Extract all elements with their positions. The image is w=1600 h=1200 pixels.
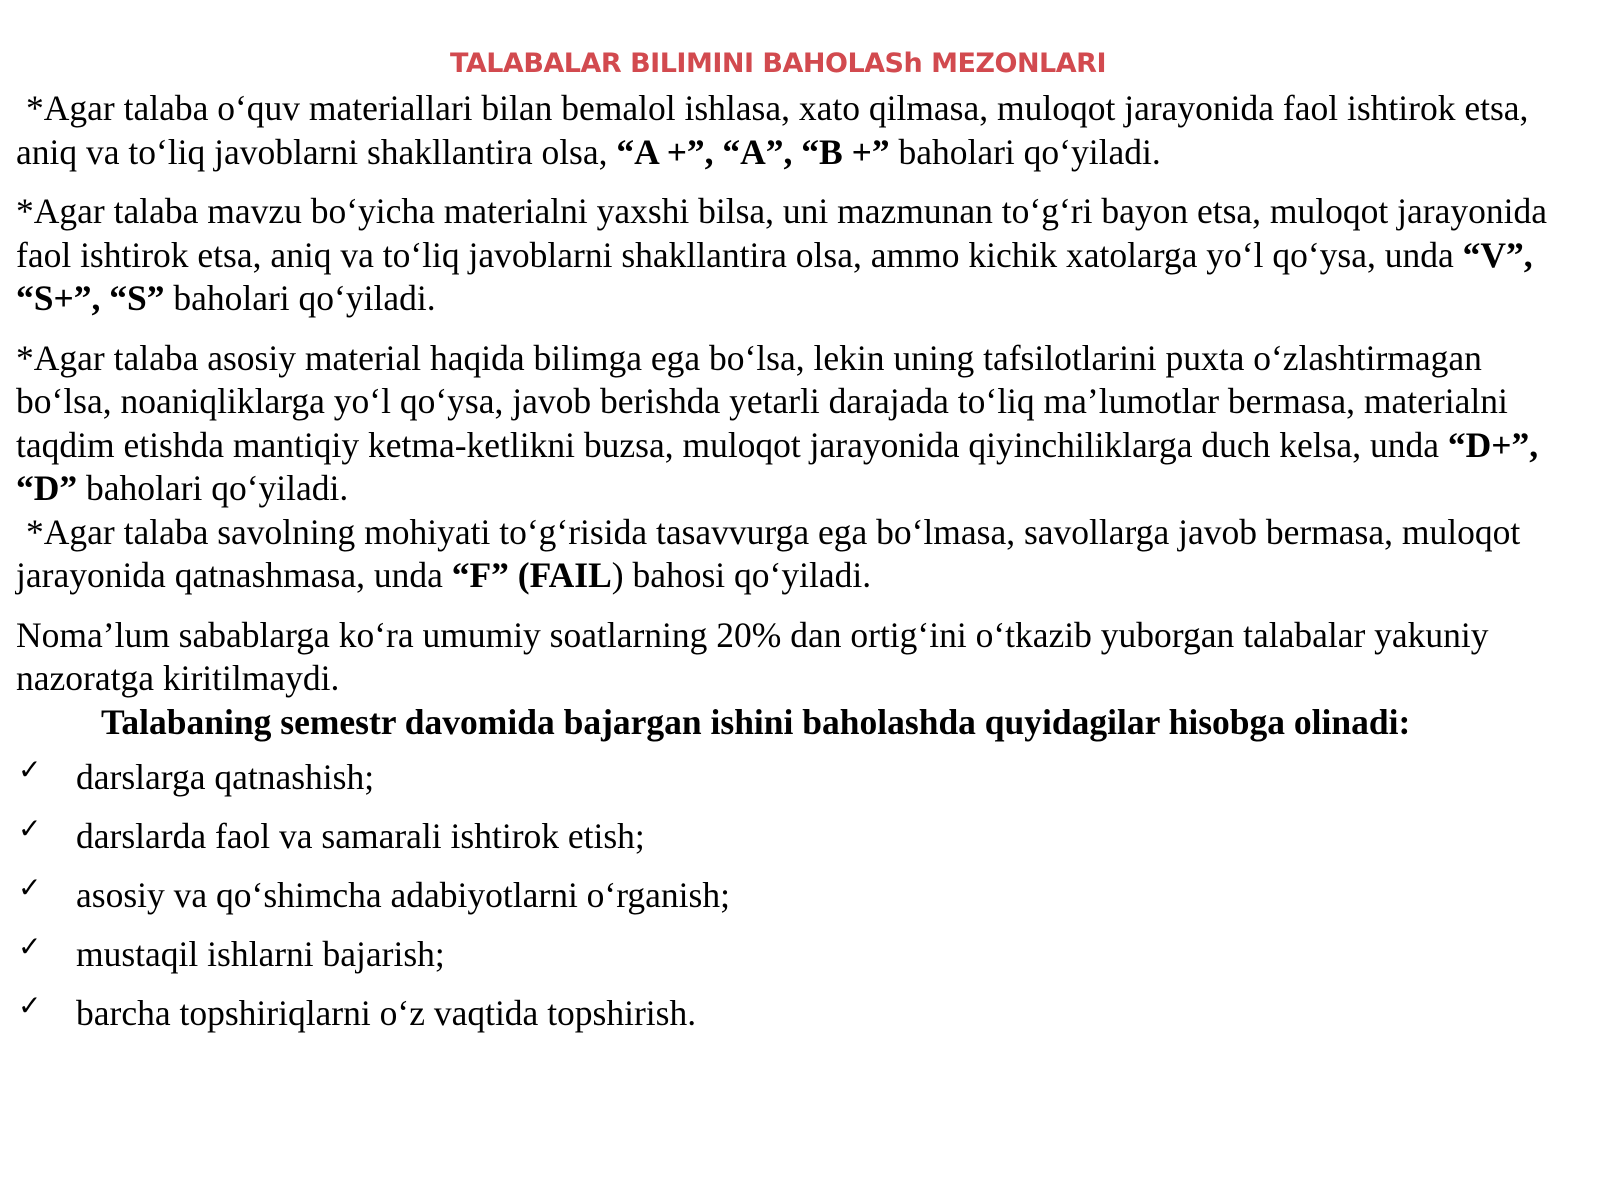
criteria-paragraph-2 (16, 190, 1586, 321)
list-item-text: asosiy va qo‘shimcha adabiyotlarni o‘rganish; (76, 875, 730, 915)
criteria-paragraph-4 (16, 511, 1586, 598)
list-item-text: darslarga qatnashish; (76, 757, 375, 797)
list-item (16, 989, 1586, 1051)
list-item-text: barcha topshiriqlarni o‘z vaqtida topshirish. (76, 993, 697, 1033)
list-item (16, 753, 1586, 815)
slide-title: TALABALAR BILIMINI BAHOLASh MEZONLARI (450, 48, 1106, 79)
check-mark-icon: ✓ (18, 989, 42, 1022)
criteria-paragraph-3 (16, 337, 1586, 511)
criteria-text-end: baholari qo‘yiladi. (164, 278, 436, 318)
grade-list: “F” (FAIL (451, 555, 612, 595)
assessment-heading-text: Talabaning semestr davomida bajargan ishini baholashda quyidagilar hisobga olinadi: (101, 701, 1411, 742)
criteria-text: *Agar talaba savolning mohiyati to‘g‘risida tasavvurga ega bo‘lmasa, savollarga javob bermasa, muloqot jarayonida qatnashmasa, unda (16, 511, 1521, 595)
list-item-text: darslarda faol va samarali ishtirok etish; (76, 816, 645, 856)
grade-list: “A +”, “A”, “B +” (616, 131, 890, 172)
check-mark-icon: ✓ (18, 753, 42, 786)
criteria-text: *Agar talaba asosiy material haqida bilimga ega bo‘lsa, lekin uning tafsilotlarini puxta o‘zlashtirmagan bo‘lsa, noaniqliklarga yo‘l qo‘ysa, javob berishda yetarli darajada to‘liq ma’lumotlar bermasa, materialni taqdim etishda mantiqiy ketma-ketlikni buzsa, muloqot jarayonida qiyinchiliklarga duch kelsa, unda (16, 337, 1508, 465)
check-mark-icon: ✓ (18, 871, 42, 904)
grade-list: “D+”, “D” (16, 424, 1539, 508)
list-item-text: mustaqil ishlarni bajarish; (76, 934, 445, 974)
assessment-checklist (16, 753, 1586, 1051)
check-mark-icon: ✓ (18, 930, 42, 963)
attendance-note: Noma’lum sabablarga ko‘ra umumiy soatlarning 20% dan ortig‘ini o‘tkazib yuborgan talabalar yakuniy nazoratga kiritilmaydi. (16, 614, 1489, 698)
assessment-heading (16, 701, 1586, 745)
criteria-text-end: baholari qo‘yiladi. (889, 131, 1161, 172)
slide-body (16, 87, 1586, 1051)
list-item (16, 871, 1586, 933)
criteria-text-end: ) bahosi qo‘yiladi. (611, 555, 872, 595)
criteria-text: *Agar talaba o‘quv materiallari bilan bemalol ishlasa, xato qilmasa, muloqot jarayonida faol ishtirok etsa, aniq va to‘liq javoblarni shakllantira olsa, (16, 88, 1529, 172)
list-item (16, 812, 1586, 874)
grade-list: “V”, “S+”, “S” (16, 234, 1533, 318)
list-item (16, 930, 1586, 992)
criteria-paragraph-1 (16, 87, 1586, 174)
criteria-text-end: baholari qo‘yiladi. (77, 468, 349, 508)
criteria-text: *Agar talaba mavzu bo‘yicha materialni yaxshi bilsa, uni mazmunan to‘g‘ri bayon etsa, muloqot jarayonida faol ishtirok etsa, aniq va to‘liq javoblarni shakllantira olsa, ammo kichik xatolarga yo‘l qo‘ysa, unda (16, 191, 1547, 275)
check-mark-icon: ✓ (18, 812, 42, 845)
